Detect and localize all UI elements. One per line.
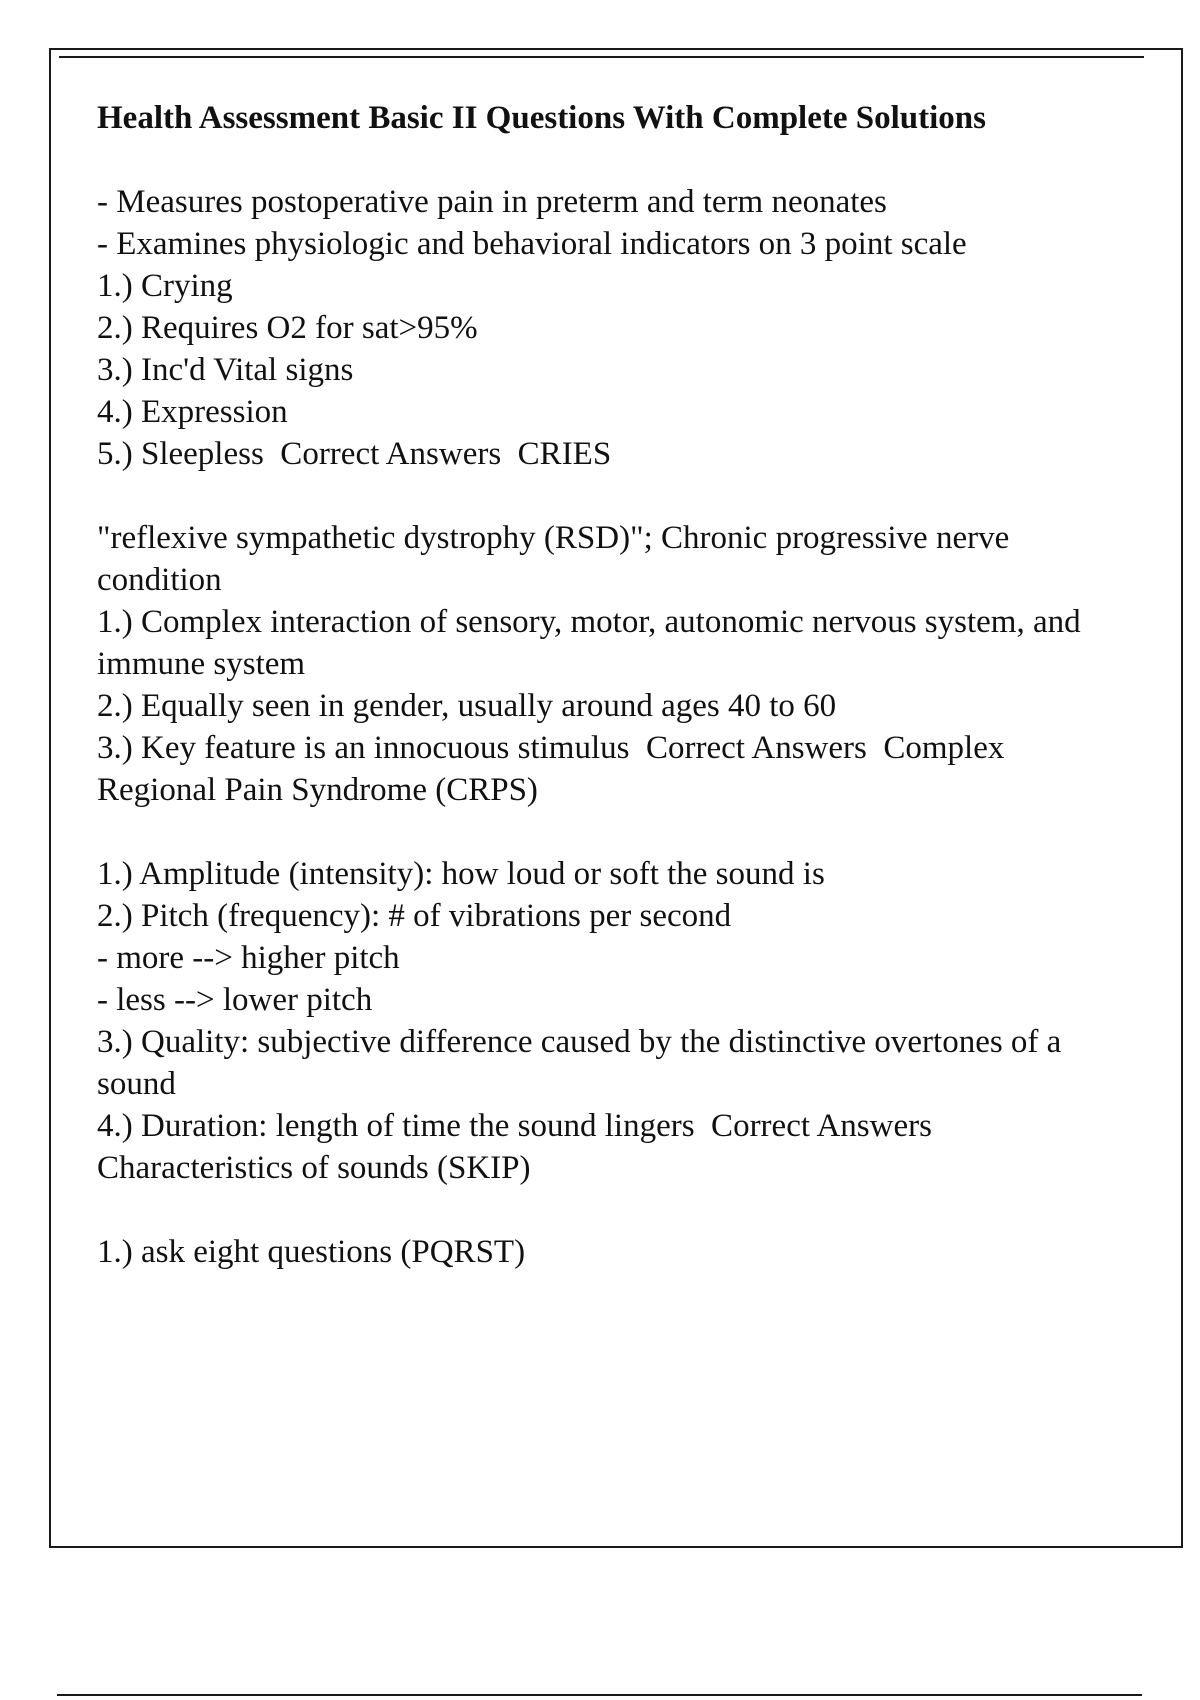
text-line: 1.) Amplitude (intensity): how loud or soft the sound is xyxy=(97,856,825,892)
text-line: - less --> lower pitch xyxy=(97,982,373,1018)
text-line: 1.) Crying xyxy=(97,268,233,304)
text-line: 2.) Equally seen in gender, usually around ages 40 to 60 xyxy=(97,688,837,724)
top-rule xyxy=(59,56,1144,58)
text-line: 4.) Expression xyxy=(97,394,288,430)
text-line: 3.) Key feature is an innocuous stimulus Correct Answers Complex Regional Pain Syndrome (CRPS) xyxy=(97,730,1013,808)
question-block-sounds xyxy=(97,853,1087,1189)
text-line: - Examines physiologic and behavioral indicators on 3 point scale xyxy=(97,226,967,262)
text-line: 4.) Duration: length of time the sound lingers Correct Answers Characteristics of sounds (SKIP) xyxy=(97,1108,949,1186)
text-line: 3.) Inc'd Vital signs xyxy=(97,352,354,388)
bottom-rule xyxy=(57,1694,1142,1696)
text-line: 2.) Requires O2 for sat>95% xyxy=(97,310,478,346)
text-line: 2.) Pitch (frequency): # of vibrations per second xyxy=(97,898,732,934)
text-line: 1.) Complex interaction of sensory, motor, autonomic nervous system, and immune system xyxy=(97,604,1089,682)
document-body xyxy=(97,97,1087,1273)
text-line: 3.) Quality: subjective difference caused by the distinctive overtones of a sound xyxy=(97,1024,1070,1102)
question-block-pqrst xyxy=(97,1231,1087,1273)
text-line: 5.) Sleepless Correct Answers CRIES xyxy=(97,436,612,472)
text-line: "reflexive sympathetic dystrophy (RSD)"; Chronic progressive nerve condition xyxy=(97,520,1018,598)
text-line: - Measures postoperative pain in preterm and term neonates xyxy=(97,184,887,220)
document-title: Health Assessment Basic II Questions With Complete Solutions xyxy=(97,100,986,136)
text-line: 1.) ask eight questions (PQRST) xyxy=(97,1234,526,1270)
question-block-cries xyxy=(97,181,1087,475)
text-line: - more --> higher pitch xyxy=(97,940,400,976)
question-block-crps xyxy=(97,517,1087,811)
